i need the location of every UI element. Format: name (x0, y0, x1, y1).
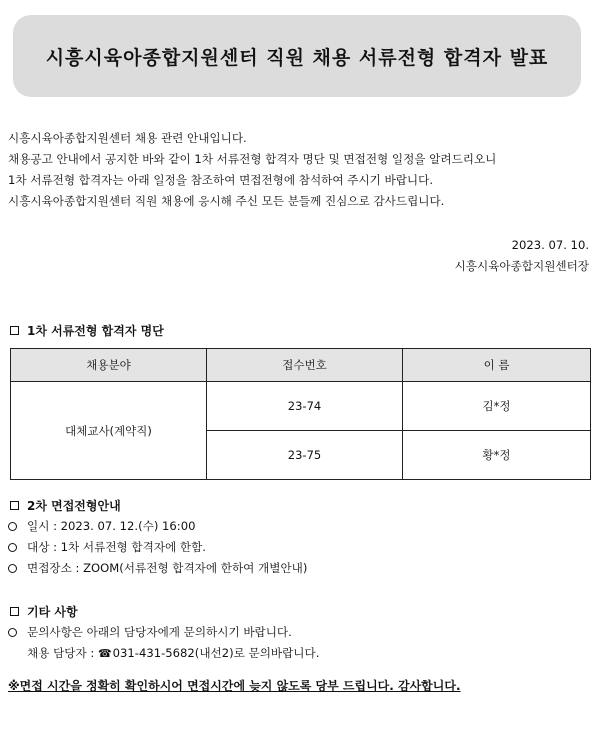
intro-line: 시흥시육아종합지원센터 채용 관련 안내입니다. (8, 131, 247, 145)
intro-line: 1차 서류전형 합격자는 아래 일정을 참조하여 면접전형에 참석하여 주시기 바랍니다. (8, 173, 434, 187)
name-cell: 황*정 (403, 431, 591, 480)
column-header: 채용분야 (11, 349, 207, 382)
issue-date: 2023. 07. 10. (511, 238, 589, 252)
column-header: 접수번호 (207, 349, 403, 382)
field-cell: 대체교사(계약직) (11, 382, 207, 480)
list-item: 면접장소 : ZOOM(서류전형 합격자에 한하여 개별안내) (8, 558, 307, 579)
section3-heading (10, 603, 78, 620)
table-header-row (11, 349, 591, 382)
contact-line: 채용 담당자 : ☎031-431-5682(내선2)로 문의바랍니다. (27, 646, 320, 660)
section2-heading-text: 2차 면접전형안내 (27, 499, 121, 513)
circle-bullet-icon (8, 543, 17, 552)
other-info-list (8, 622, 319, 664)
section3-heading-text: 기타 사항 (27, 605, 78, 619)
page-title: 시흥시육아종합지원센터 직원 채용 서류전형 합격자 발표 (45, 46, 549, 69)
name-cell: 김*정 (403, 382, 591, 431)
intro-text (8, 128, 600, 212)
section1-heading (10, 322, 164, 339)
list-item: 일시 : 2023. 07. 12.(수) 16:00 (8, 516, 307, 537)
square-bullet-icon (10, 326, 19, 335)
phone-icon: ☎ (97, 647, 112, 660)
circle-bullet-icon (8, 628, 17, 637)
signature-block (455, 235, 589, 277)
section2-heading (10, 497, 121, 514)
notice-text: ※면접 시간을 정확히 확인하시어 면접시간에 늦지 않도록 당부 드립니다. 감사합니다. (8, 679, 461, 693)
square-bullet-icon (10, 501, 19, 510)
intro-line: 채용공고 안내에서 공지한 바와 같이 1차 서류전형 합격자 명단 및 면접전형 일정을 알려드리오니 (8, 152, 497, 166)
circle-bullet-icon (8, 522, 17, 531)
signer: 시흥시육아종합지원센터장 (454, 259, 589, 273)
circle-bullet-icon (8, 564, 17, 573)
title-box (13, 15, 581, 97)
interview-info-list (8, 516, 307, 579)
list-item: 문의사항은 아래의 담당자에게 문의하시기 바랍니다. (8, 622, 319, 643)
number-cell: 23-74 (207, 382, 403, 431)
number-cell: 23-75 (207, 431, 403, 480)
section1-heading-text: 1차 서류전형 합격자 명단 (27, 324, 164, 338)
square-bullet-icon (10, 607, 19, 616)
list-item: 대상 : 1차 서류전형 합격자에 한함. (8, 537, 307, 558)
table-row (11, 382, 591, 431)
result-table (10, 348, 591, 480)
intro-line: 시흥시육아종합지원센터 직원 채용에 응시해 주신 모든 분들께 진심으로 감사드립니다. (8, 194, 445, 208)
column-header: 이 름 (403, 349, 591, 382)
